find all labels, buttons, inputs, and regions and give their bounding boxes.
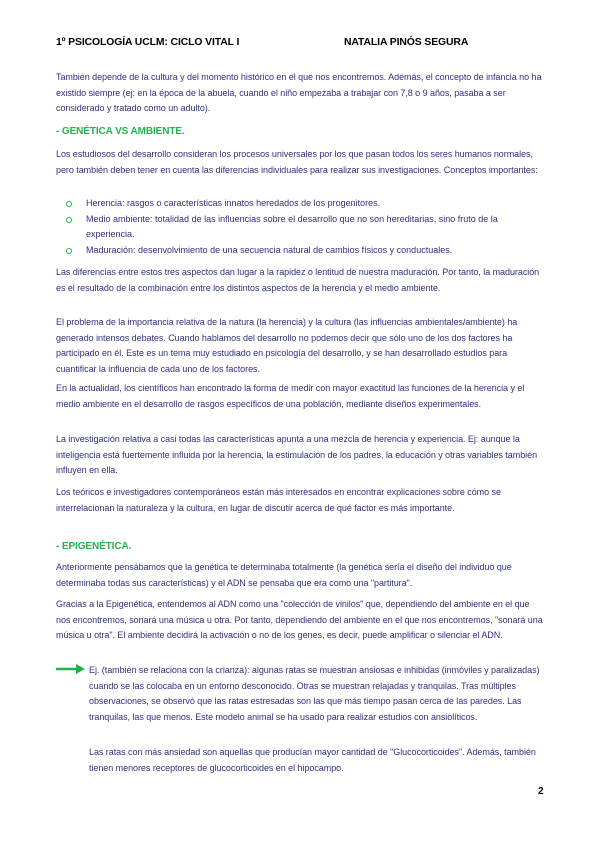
- section1-paragraph-3: El problema de la importancia relativa de la natura (la herencia) y la cultura (las influencias ambientales/ambiente) ha generado intensos debates. Cuando hablamos del desarrollo no podemos decir que sólo uno de los dos factores ha participado en él. Este es un tema muy estudiado en psicología del desarrollo, y se han desarrollado estudios para cuantificar la influencia de cada uno de los factores.: [56, 317, 518, 374]
- section1-paragraph-4: En la actualidad, los científicos han encontrado la forma de medir con mayor exactitud las funciones de la herencia y el medio ambiente en el desarrollo de rasgos específicos de una población, mediante diseños experimentales.: [56, 383, 525, 409]
- example-paragraph-2: Las ratas con más ansiedad son aquellas que producían mayor cantidad de "Glucocorticoides". Además, también tienen menores receptores de glucocorticoides en el hipocampo.: [89, 747, 536, 773]
- page-number: 2: [538, 786, 544, 797]
- list-item: [56, 212, 546, 243]
- hollow-circle-bullet-icon: [66, 248, 72, 254]
- section2-paragraph-1: Anteriormente pensábamos que la genética te determinaba totalmente (la genética sería el diseño del individuo que determinaba todas sus características) y el ADN se pensaba que era como una "partitura".: [56, 562, 512, 588]
- section-heading-genetica-ambiente: - GENÉTICA VS AMBIENTE.: [56, 126, 185, 137]
- bullet-text: Medio ambiente: totalidad de las influencias sobre el desarrollo que no son hereditarias, sino fruto de la experiencia.: [86, 213, 498, 239]
- list-item: [56, 243, 546, 259]
- list-item: [56, 196, 546, 212]
- section1-paragraph-1: Los estudiosos del desarrollo consideran los procesos universales por los que pasan todos los seres humanos normales, pero también deben tener en cuenta las diferencias individuales para realizar sus investigaciones. Conceptos importantes:: [56, 149, 538, 175]
- hollow-circle-bullet-icon: [66, 201, 72, 207]
- concepts-bullet-list: [56, 196, 546, 258]
- hollow-circle-bullet-icon: [66, 217, 72, 223]
- section2-paragraph-2: Gracias a la Epigenética, entendemos al ADN como una "colección de vinilos" que, dependiendo del ambiente en el que nos encontremos, sonará una música u otra. Por tanto, dependiendo del ambiente en el que nos encontremos, "sonará una música u otra". El ambiente decidirá la activación o no de los genes, es decir, puede amplificar o silenciar el ADN.: [56, 599, 543, 640]
- bullet-text: Herencia: rasgos o características innatos heredados de los progenitores.: [86, 198, 381, 208]
- right-arrow-icon: [56, 663, 86, 675]
- section-heading-epigenetica: - EPIGENÉTICA.: [56, 541, 132, 552]
- section1-paragraph-5: La investigación relativa a casi todas las características apunta a una mezcla de herencia y experiencia. Ej: aunque la inteligencia está fuertemente influida por la herencia, la estimulación de los padres, la educación y otras variables también influyen en ella.: [56, 434, 538, 475]
- section1-paragraph-2: Las diferencias entre estos tres aspectos dan lugar a la rapidez o lentitud de nuestra maduración. Por tanto, la maduración es el resultado de la combinación entre los distintos aspectos de la herencia y el medio ambiente.: [56, 267, 540, 293]
- section1-paragraph-6: Los teóricos e investigadores contemporáneos están más interesados en encontrar explicaciones sobre cómo se interrelacionan la naturaleza y la cultura, en lugar de discutir acerca de qué factor es más importante.: [56, 487, 501, 513]
- header-author-name: NATALIA PINÓS SEGURA: [344, 37, 469, 48]
- bullet-text: Maduración: desenvolvimiento de una secuencia natural de cambios físicos y conductuales.: [86, 244, 453, 255]
- header-course-title: 1º PSICOLOGÍA UCLM: CICLO VITAL I: [56, 37, 240, 48]
- intro-paragraph: También depende de la cultura y del momento histórico en el que nos encontremos. Además, el concepto de infancia no ha existido siempre (ej: en la época de la abuela, cuando el niño empezaba a trabajar con 7,8 o 9 años, pasaba a ser considerado y tratado como un adulto).: [56, 72, 542, 113]
- example-paragraph: Ej. (también se relaciona con la crianza): algunas ratas se muestran ansiosas e inhibidas (inmóviles y paralizadas) cuando se las colocaba en un entorno desconocido. Otras se muestran relajadas y tranquilas. Tras múltiples observaciones, se observó que las ratas estresadas son las que más tiempo pasan cerca de las paredes. Las tranquilas, las que menos. Este modelo animal se ha usado para realizar estudios con ansiolíticos.: [89, 665, 540, 722]
